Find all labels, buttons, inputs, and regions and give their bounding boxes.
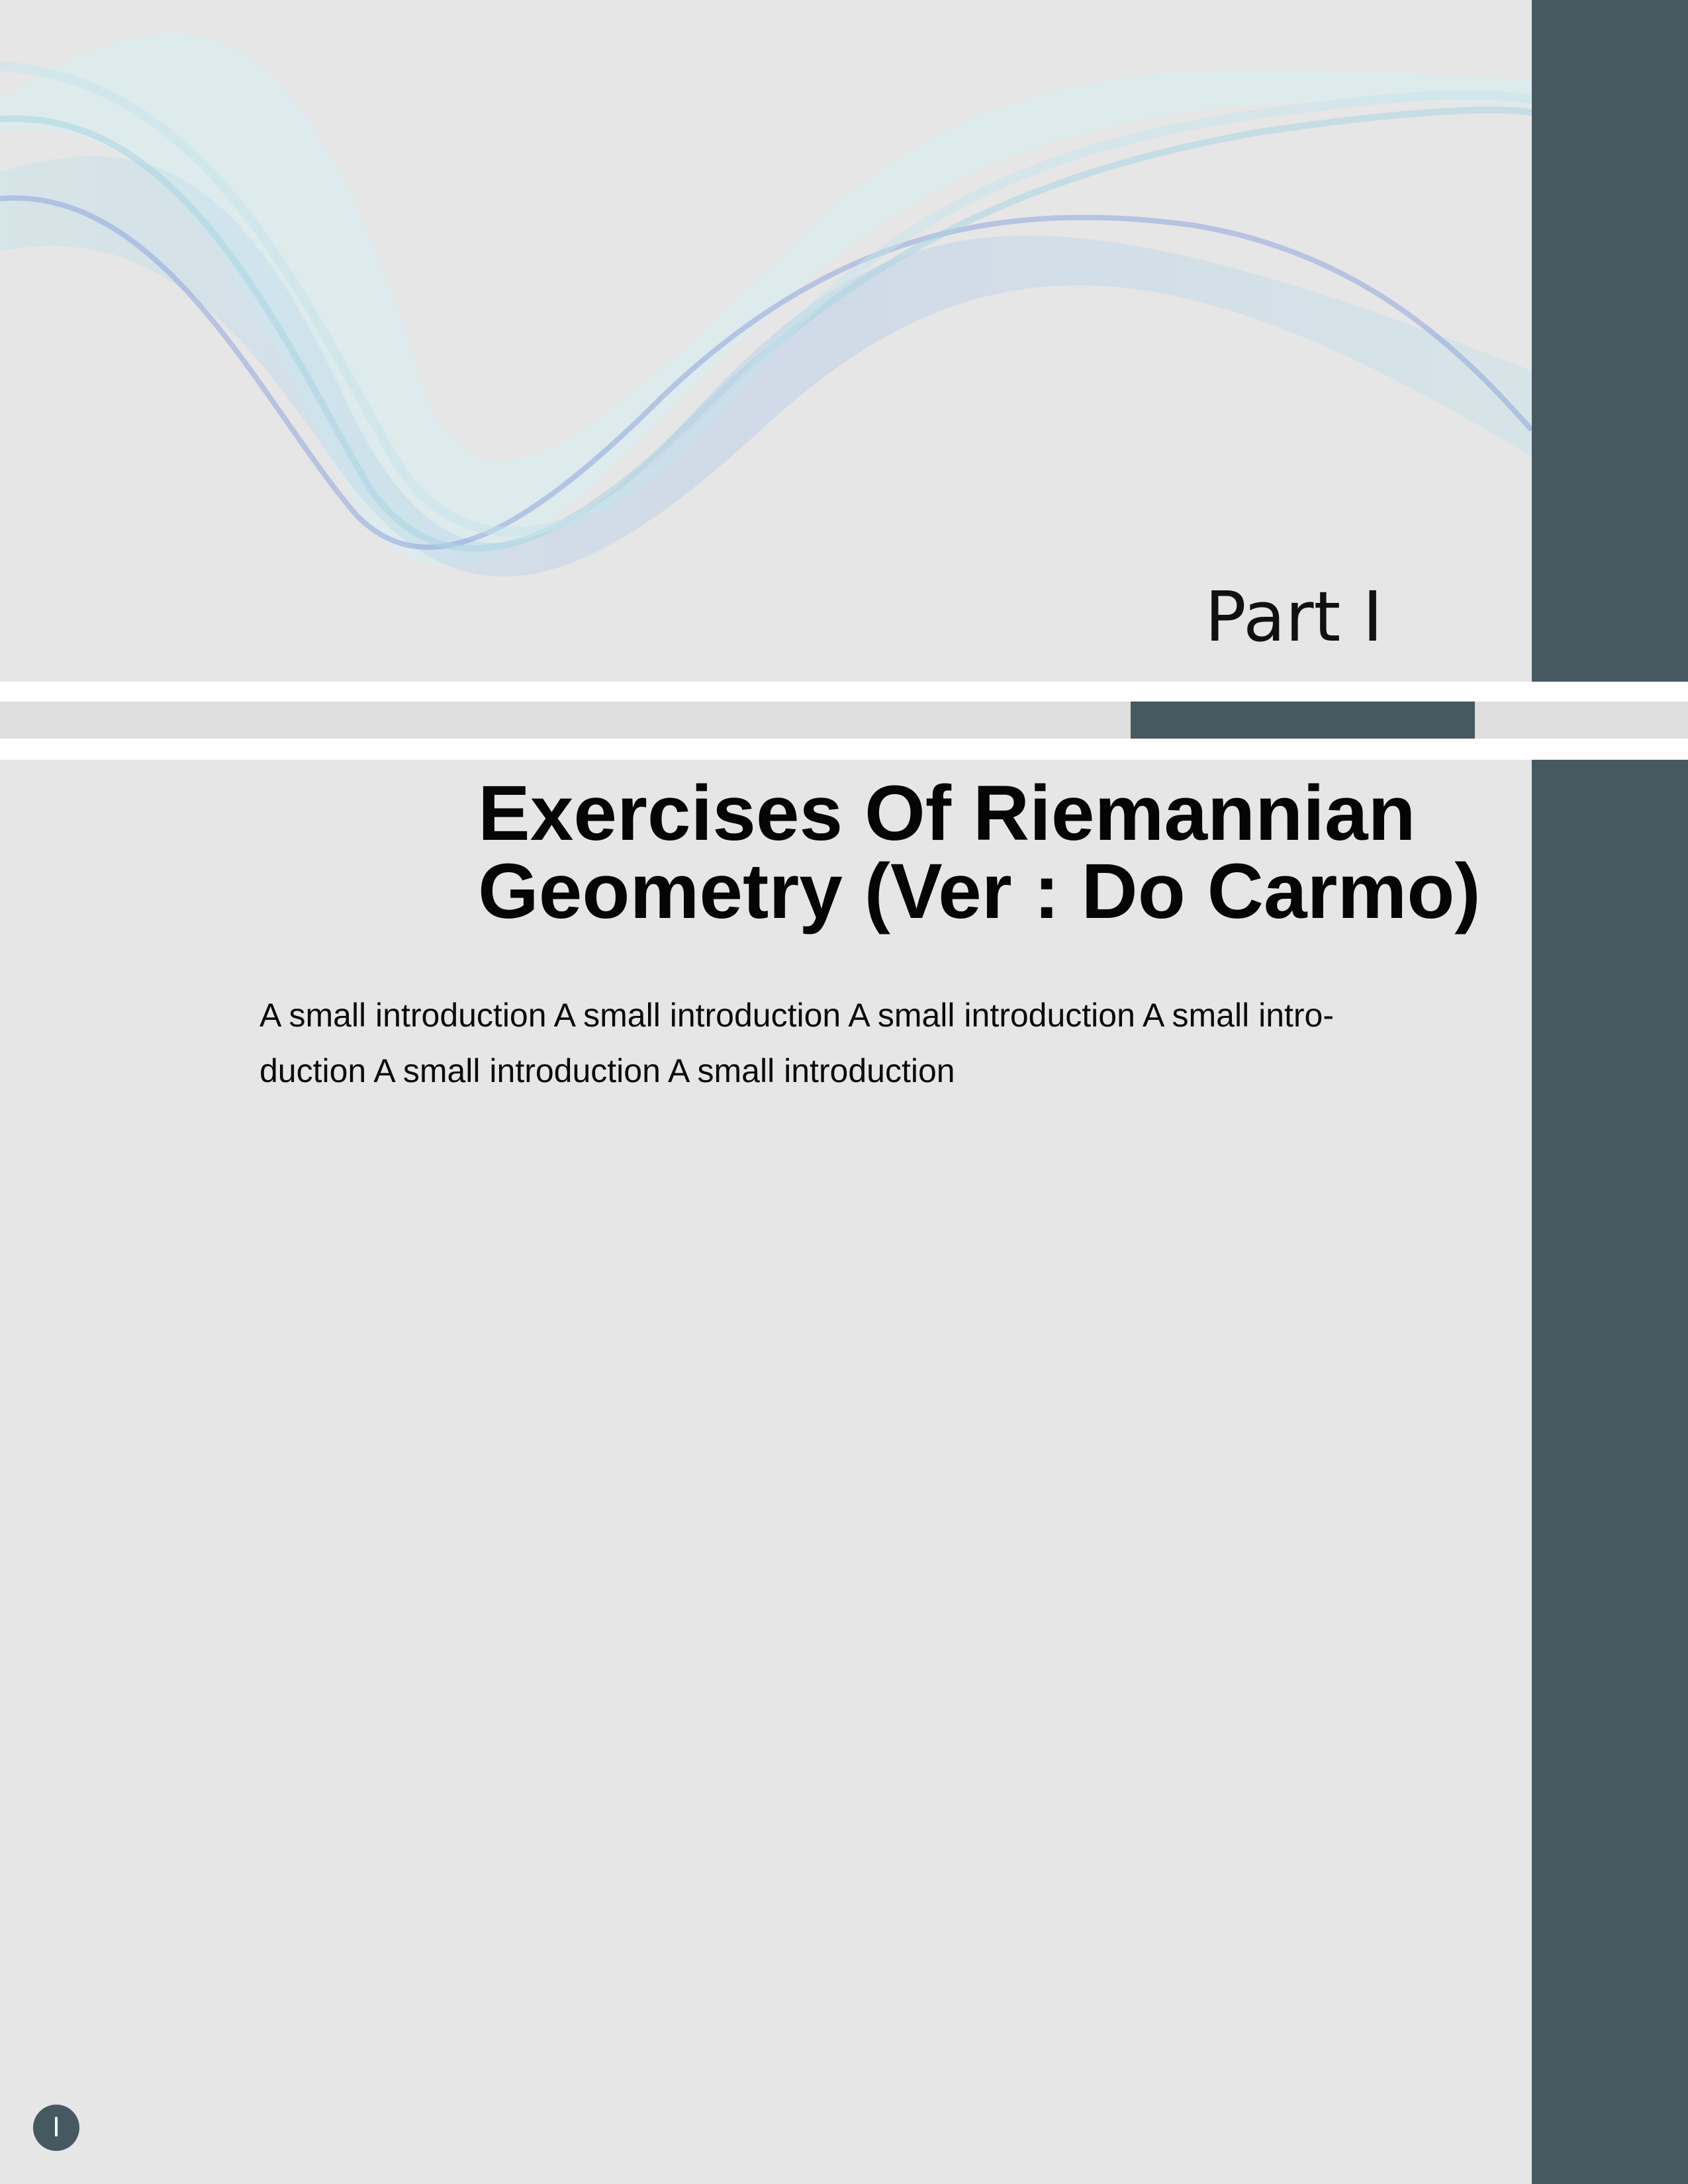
page-title <box>478 770 1511 935</box>
part-label: Part I <box>1205 576 1383 657</box>
divider-accent-block <box>1131 702 1475 739</box>
page-title-line-2: Geometry (Ver : Do Carmo) <box>478 848 1481 935</box>
introduction-line-1: A small introduction A small introduction A small introduction A small intro- <box>259 997 1334 1034</box>
divider-band-bottom <box>0 739 1688 760</box>
sidebar-strip-top <box>1532 0 1688 682</box>
sidebar-strip-bottom <box>1532 760 1688 2184</box>
introduction-text <box>259 987 1438 1099</box>
divider-band-top <box>0 682 1688 702</box>
introduction-line-2: duction A small introduction A small introduction <box>259 1052 955 1089</box>
page-number-badge: I <box>33 2105 79 2151</box>
page-title-line-1: Exercises Of Riemannian <box>478 770 1416 857</box>
